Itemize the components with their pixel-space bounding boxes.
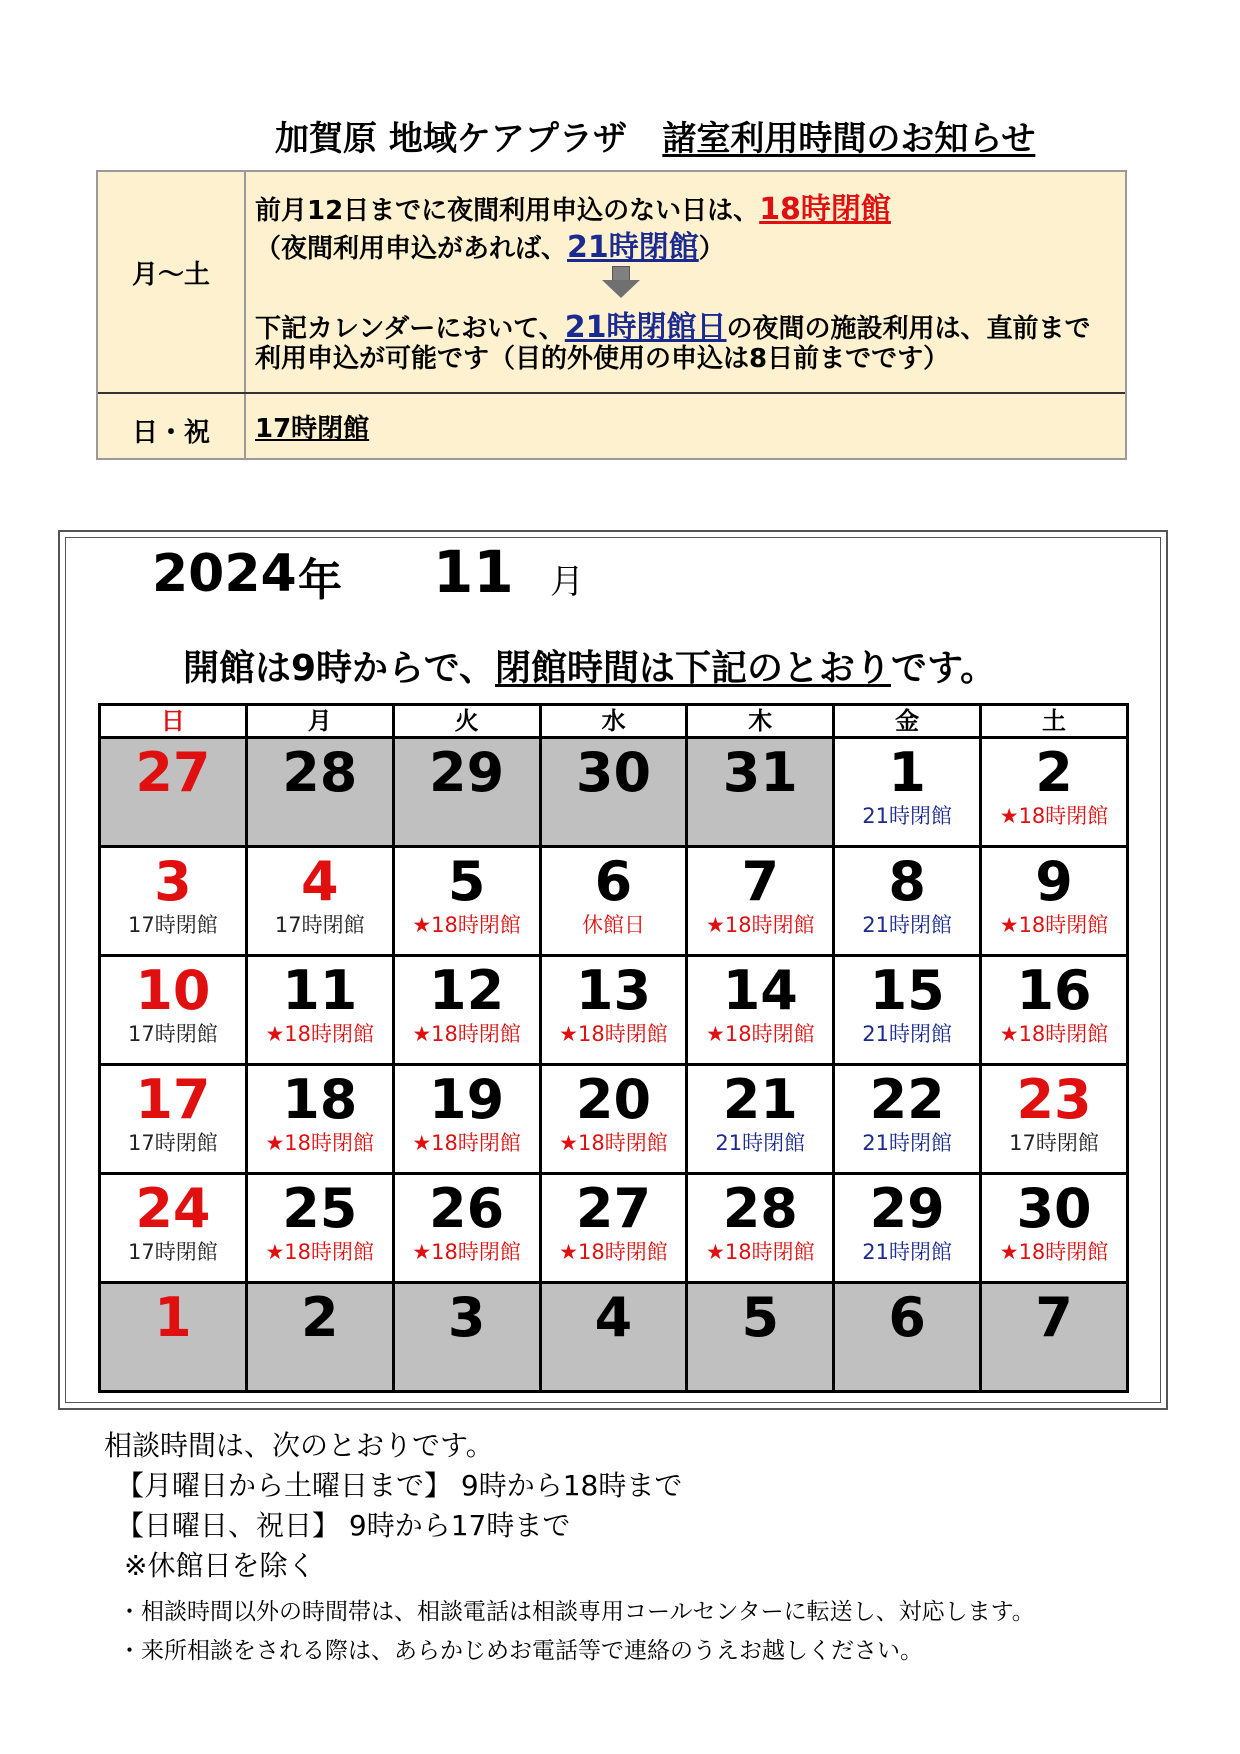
consult-note-1: ・相談時間以外の時間帯は、相談電話は相談専用コールセンターに転送し、対応します。 xyxy=(118,1599,1035,1625)
weekday-thu: 木 xyxy=(687,705,834,738)
calendar-day-cell xyxy=(100,1174,247,1283)
calendar-day-cell xyxy=(246,1174,393,1283)
calendar-day-cell xyxy=(834,1283,981,1392)
consult-exception: ※休館日を除く xyxy=(124,1549,316,1582)
calendar-day-cell xyxy=(834,1174,981,1283)
calendar-week-row xyxy=(100,738,1128,847)
calendar-day-cell xyxy=(981,1283,1128,1392)
policy-line-2: （夜間利用申込があれば、21時閉館） xyxy=(255,230,725,265)
calendar-week-row xyxy=(100,956,1128,1065)
consult-holiday-hours: 【日曜日、祝日】 9時から17時まで xyxy=(116,1509,571,1542)
day-number: 5 xyxy=(741,1286,780,1349)
notice-subject: 諸室利用時間のお知らせ xyxy=(662,119,1036,159)
closing-time-note: ★18時閉館 xyxy=(999,913,1109,937)
day-number: 4 xyxy=(594,1286,633,1349)
day-number: 7 xyxy=(1035,1286,1073,1349)
consult-weekday-hours: 【月曜日から土曜日まで】 9時から18時まで xyxy=(116,1469,683,1502)
policy-line-4: 利用申込が可能です（目的外使用の申込は8日前までです） xyxy=(255,344,950,374)
closing-time-note: 17時閉館 xyxy=(128,1131,218,1155)
closing-time-note: ★18時閉館 xyxy=(706,1022,815,1046)
closing-21-emph: 21時閉館 xyxy=(567,230,699,265)
day-number: 6 xyxy=(594,850,633,913)
day-number: 26 xyxy=(429,1177,505,1240)
closing-time-note: ★18時閉館 xyxy=(265,1240,375,1264)
calendar-year: 2024 xyxy=(152,544,297,604)
calendar-day-cell xyxy=(981,956,1128,1065)
calendar-day-cell xyxy=(540,847,687,956)
day-number: 31 xyxy=(722,741,798,804)
calendar-day-cell xyxy=(100,847,247,956)
calendar-day-cell xyxy=(100,956,247,1065)
day-number: 2 xyxy=(1035,741,1073,804)
closing-time-note: ★18時閉館 xyxy=(999,804,1109,828)
closing-time-note: ★18時閉館 xyxy=(412,1240,521,1264)
day-number: 16 xyxy=(1016,959,1092,1022)
weekday-tue: 火 xyxy=(393,705,540,738)
calendar-day-cell xyxy=(834,1065,981,1174)
day-number: 13 xyxy=(575,959,652,1022)
calendar-week-row xyxy=(100,847,1128,956)
calendar-day-cell xyxy=(100,1065,247,1174)
calendar-day-cell xyxy=(981,738,1128,847)
consult-note-2: ・来所相談をされる際は、あらかじめお電話等で連絡のうえお越しください。 xyxy=(118,1638,923,1664)
day-number: 28 xyxy=(722,1177,798,1240)
calendar-day-cell xyxy=(981,847,1128,956)
closing-time-note: 17時閉館 xyxy=(1009,1131,1099,1155)
day-number: 3 xyxy=(447,1286,486,1349)
calendar-day-cell xyxy=(687,847,834,956)
closing-time-note: 21時閉館 xyxy=(862,913,952,937)
day-number: 1 xyxy=(154,1286,192,1349)
weekday-fri: 金 xyxy=(834,705,981,738)
closing-time-note: 21時閉館 xyxy=(862,1131,952,1155)
day-number: 19 xyxy=(429,1068,505,1131)
calendar-heading: 開館は9時からで、閉館時間は下記のとおりです。 xyxy=(183,648,997,689)
closing-time-note: ★18時閉館 xyxy=(559,1240,668,1264)
closing-time-note: ★18時閉館 xyxy=(412,913,521,937)
weekday-header-row xyxy=(100,705,1128,738)
day-number: 4 xyxy=(300,850,339,913)
calendar-year-unit: 年 xyxy=(298,555,342,606)
calendar-grid xyxy=(98,703,1129,1393)
calendar-day-cell xyxy=(246,956,393,1065)
day-number: 8 xyxy=(888,850,926,913)
closing-time-note: ★18時閉館 xyxy=(999,1240,1109,1264)
calendar-day-cell xyxy=(540,1065,687,1174)
calendar-day-cell xyxy=(393,956,540,1065)
day-number: 22 xyxy=(869,1068,945,1131)
holiday-text: 17時閉館 xyxy=(255,414,370,444)
day-number: 30 xyxy=(1016,1177,1092,1240)
calendar-day-cell xyxy=(393,1174,540,1283)
closing-18-emph: 18時閉館 xyxy=(759,192,891,227)
closing-policy-table xyxy=(96,170,1127,460)
day-number: 11 xyxy=(282,959,358,1022)
day-number: 29 xyxy=(869,1177,945,1240)
closing-time-note: 21時閉館 xyxy=(715,1131,806,1155)
calendar-week-row xyxy=(100,1065,1128,1174)
weekday-mon: 月 xyxy=(246,705,393,738)
day-number: 27 xyxy=(135,741,211,804)
day-number: 20 xyxy=(575,1068,652,1131)
calendar-day-cell xyxy=(393,1065,540,1174)
day-number: 3 xyxy=(154,850,192,913)
day-number: 21 xyxy=(722,1068,798,1131)
policy-line-1: 前月12日までに夜間利用申込のない日は、18時閉館 xyxy=(255,192,891,227)
calendar-day-cell xyxy=(834,956,981,1065)
calendar-day-cell xyxy=(687,1065,834,1174)
closing-time-note: 17時閉館 xyxy=(128,913,218,937)
closing-time-note: ★18時閉館 xyxy=(559,1131,668,1155)
closing-time-note: ★18時閉館 xyxy=(999,1022,1109,1046)
day-number: 30 xyxy=(575,741,652,804)
closing-time-note: 21時閉館 xyxy=(862,1022,952,1046)
weekday-wed: 水 xyxy=(540,705,687,738)
day-number: 24 xyxy=(135,1177,211,1240)
day-number: 6 xyxy=(888,1286,926,1349)
closing-time-note: ★18時閉館 xyxy=(412,1131,521,1155)
calendar-day-cell xyxy=(393,847,540,956)
page-title xyxy=(275,111,1075,160)
calendar-day-cell xyxy=(687,738,834,847)
calendar-day-cell xyxy=(393,738,540,847)
calendar-day-cell xyxy=(834,738,981,847)
closing-time-note: ★18時閉館 xyxy=(559,1022,668,1046)
day-number: 1 xyxy=(888,741,926,804)
closing-time-note: ★18時閉館 xyxy=(706,1240,815,1264)
policy-line-3: 下記カレンダーにおいて、21時閉館日の夜間の施設利用は、直前まで xyxy=(255,310,1091,345)
calendar-day-cell xyxy=(687,1174,834,1283)
day-number: 15 xyxy=(869,959,945,1022)
facility-name: 加賀原 地域ケアプラザ xyxy=(275,119,627,159)
closing-21-day-emph: 21時閉館日 xyxy=(564,310,727,345)
calendar-week-row xyxy=(100,1174,1128,1283)
calendar-day-cell xyxy=(687,956,834,1065)
calendar-day-cell xyxy=(246,1283,393,1392)
consult-intro: 相談時間は、次のとおりです。 xyxy=(104,1429,494,1462)
calendar-day-cell xyxy=(540,1283,687,1392)
day-number: 25 xyxy=(282,1177,358,1240)
calendar-day-cell xyxy=(246,847,393,956)
closing-time-note: ★18時閉館 xyxy=(265,1131,375,1155)
closing-time-note: ★18時閉館 xyxy=(706,913,815,937)
calendar-week-row xyxy=(100,1283,1128,1392)
day-number: 17 xyxy=(135,1068,211,1131)
day-number: 10 xyxy=(135,959,211,1022)
day-number: 18 xyxy=(282,1068,358,1131)
day-number: 5 xyxy=(447,850,486,913)
closing-time-note: ★18時閉館 xyxy=(412,1022,521,1046)
holiday-label: 日・祝 xyxy=(131,418,210,448)
closing-time-note: 21時閉館 xyxy=(862,804,952,828)
calendar-month-unit: 月 xyxy=(550,562,584,602)
closing-time-note: 17時閉館 xyxy=(128,1022,218,1046)
day-number: 28 xyxy=(282,741,358,804)
calendar-day-cell xyxy=(981,1174,1128,1283)
weekday-sun: 日 xyxy=(100,705,247,738)
closing-time-note: 17時閉館 xyxy=(274,913,365,937)
calendar-day-cell xyxy=(540,738,687,847)
day-number: 27 xyxy=(575,1177,652,1240)
day-number: 9 xyxy=(1035,850,1073,913)
calendar-day-cell xyxy=(100,1283,247,1392)
calendar-day-cell xyxy=(981,1065,1128,1174)
day-number: 7 xyxy=(741,850,780,913)
day-number: 14 xyxy=(722,959,798,1022)
closing-time-note: ★18時閉館 xyxy=(265,1022,375,1046)
calendar-day-cell xyxy=(834,847,981,956)
calendar-day-cell xyxy=(393,1283,540,1392)
closing-time-note: 17時閉館 xyxy=(128,1240,218,1264)
closing-time-note: 21時閉館 xyxy=(862,1240,952,1264)
weekday-label: 月～土 xyxy=(131,260,210,290)
closing-time-note: 休館日 xyxy=(581,913,645,937)
calendar-month: 11 xyxy=(433,538,514,606)
day-number: 23 xyxy=(1016,1068,1092,1131)
calendar-day-cell xyxy=(540,1174,687,1283)
calendar-day-cell xyxy=(100,738,247,847)
day-number: 29 xyxy=(429,741,505,804)
day-number: 2 xyxy=(300,1286,339,1349)
day-number: 12 xyxy=(429,959,505,1022)
consultation-hours xyxy=(104,1426,682,1586)
calendar-day-cell xyxy=(687,1283,834,1392)
calendar-day-cell xyxy=(540,956,687,1065)
calendar-day-cell xyxy=(246,738,393,847)
weekday-sat: 土 xyxy=(981,705,1128,738)
calendar-day-cell xyxy=(246,1065,393,1174)
